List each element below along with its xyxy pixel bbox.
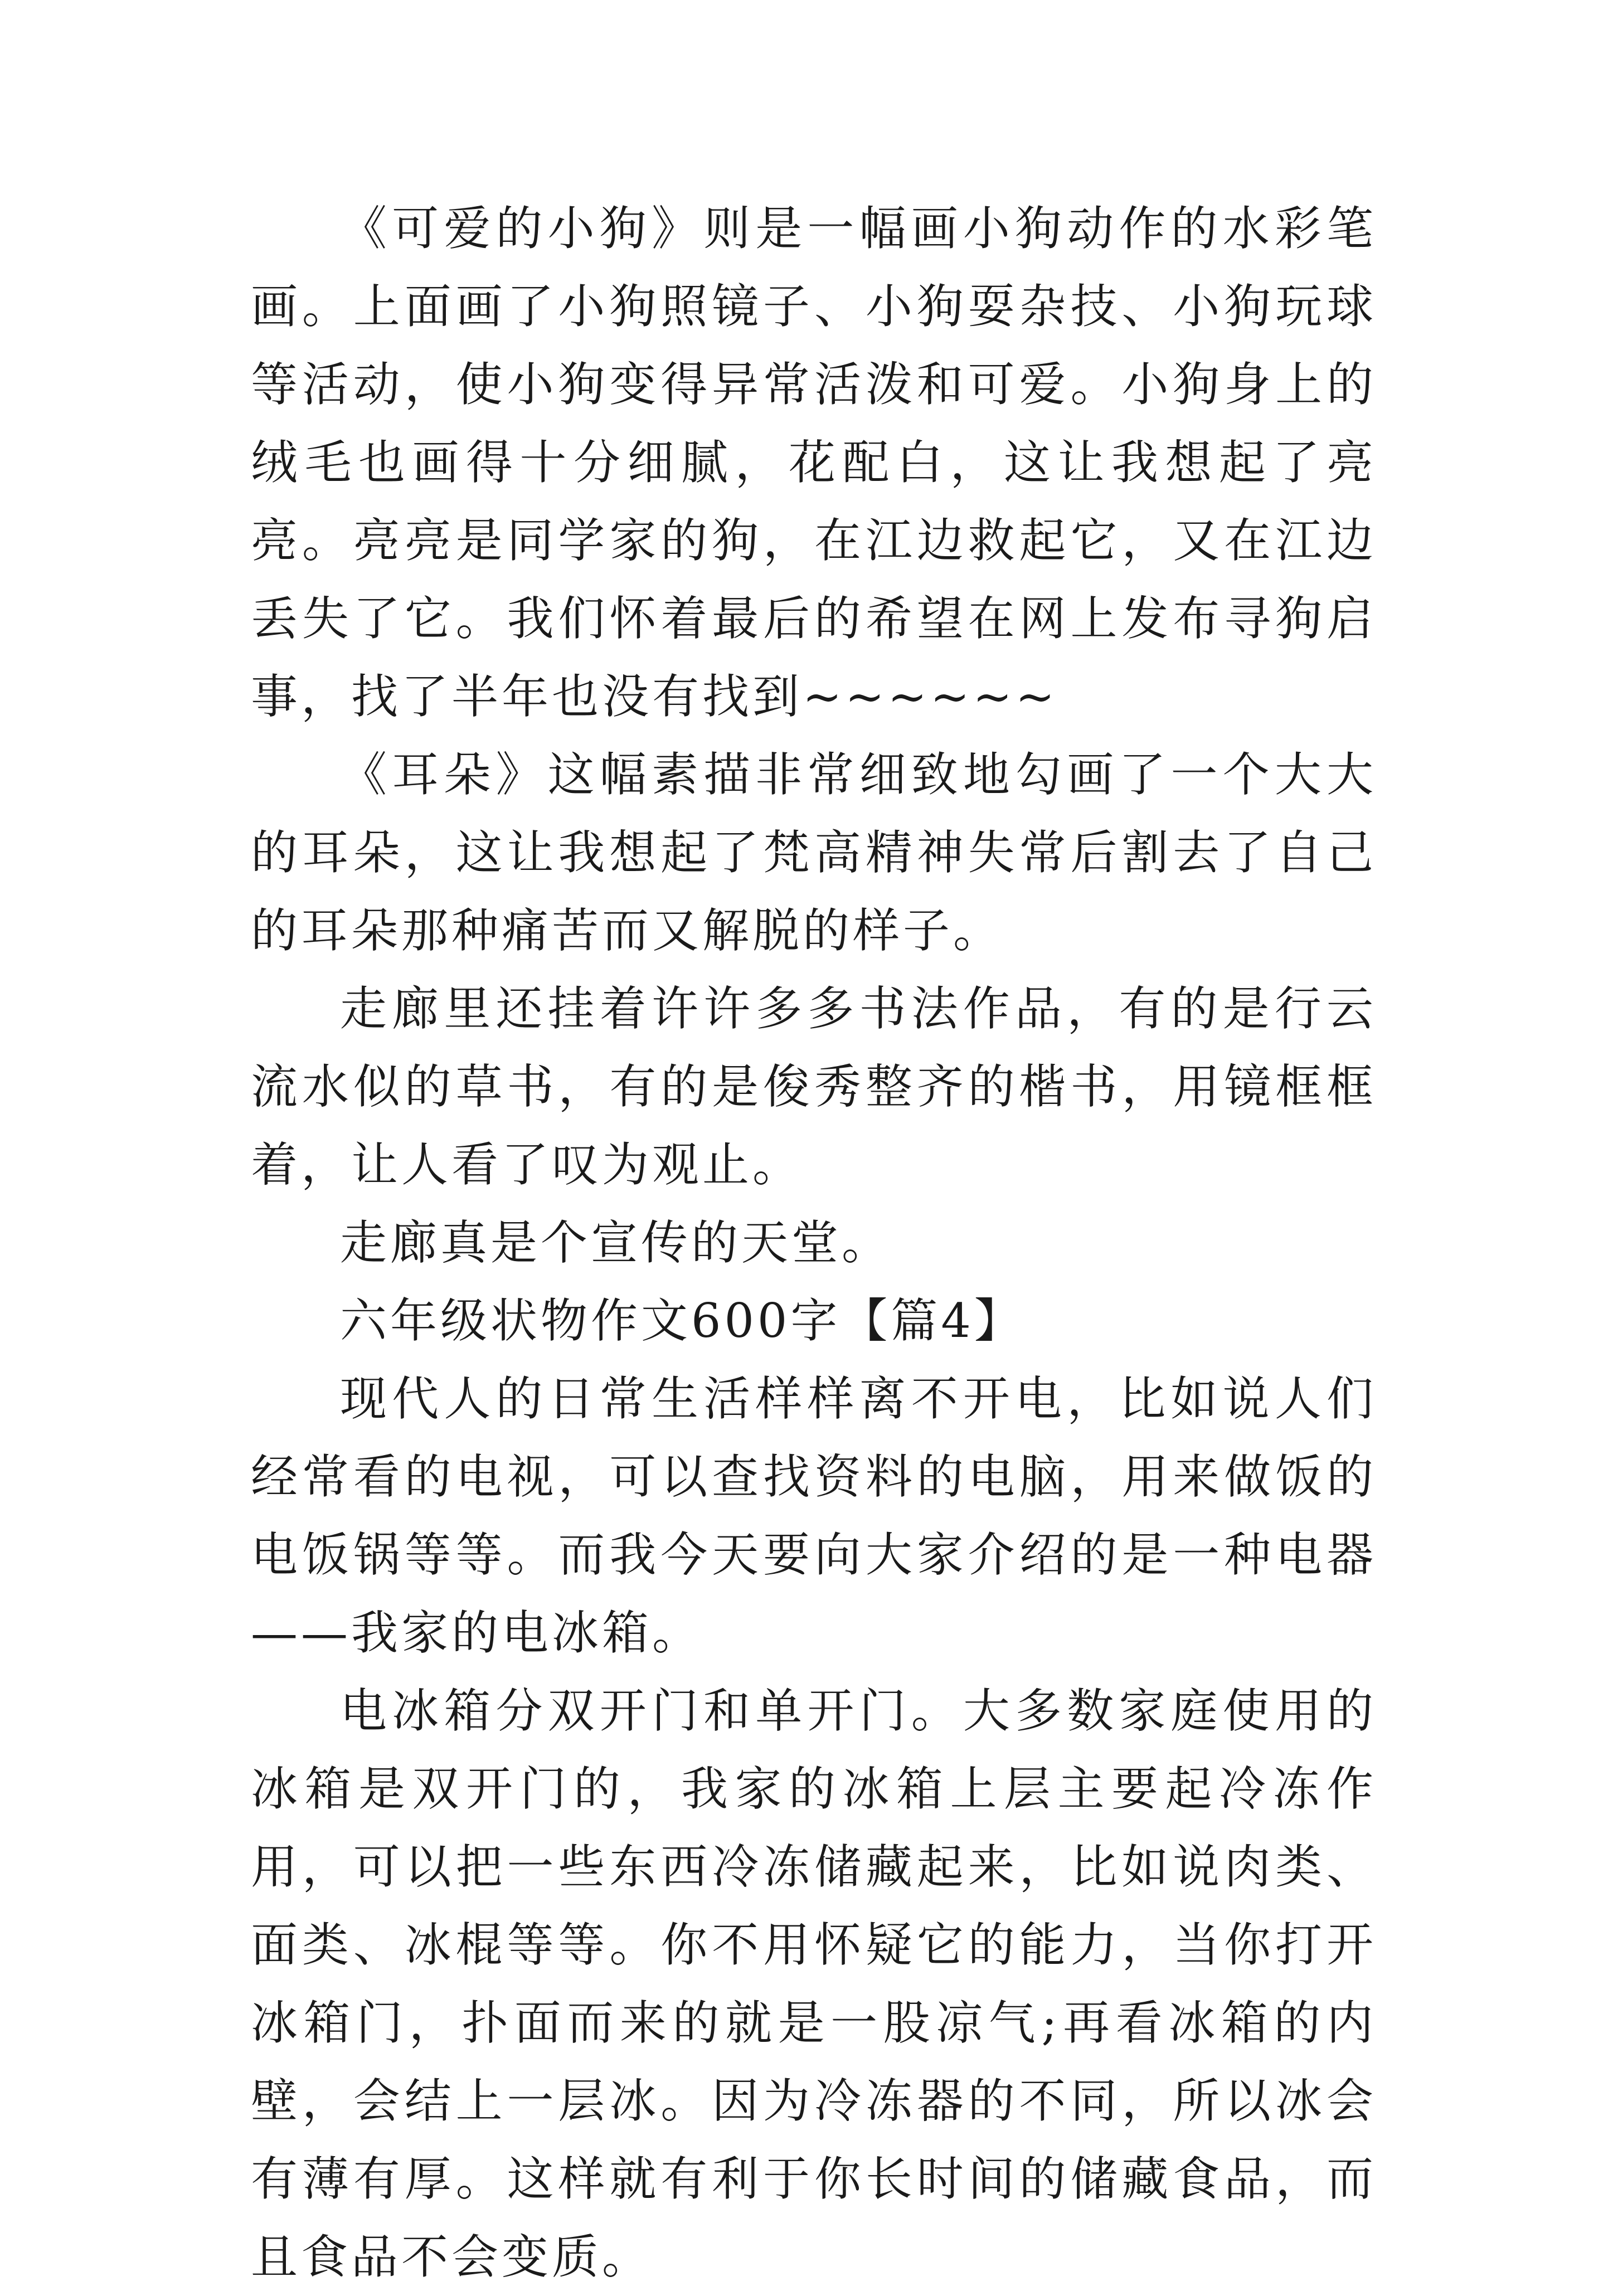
paragraph-cute-puppy-painting: 《可爱的小狗》则是一幅画小狗动作的水彩笔画。上面画了小狗照镜子、小狗耍杂技、小狗玩球等活动，使小狗变得异常活泼和可爱。小狗身上的绒毛也画得十分细腻，花配白，这让我想起了亮亮。亮亮是同学家的狗，在江边救起它，又在江边丢失了它。我们怀着最后的希望在网上发布寻狗启事，找了半年也没有找到~~~~~~	[251, 201, 1377, 724]
paragraph-electricity-intro: 现代人的日常生活样样离不开电，比如说人们经常看的电视，可以查找资料的电脑，用来做饭的电饭锅等等。而我今天要向大家介绍的是一种电器——我家的电冰箱。	[251, 1371, 1377, 1660]
document-body	[251, 189, 1377, 2296]
section-heading: 六年级状物作文600字【篇4】	[340, 1293, 1024, 1348]
paragraph-refrigerator: 电冰箱分双开门和单开门。大多数家庭使用的冰箱是双开门的，我家的冰箱上层主要起冷冻作用，可以把一些东西冷冻储藏起来，比如说肉类、面类、冰棍等等。你不用怀疑它的能力，当你打开冰箱门，扑面而来的就是一股凉气;再看冰箱的内壁，会结上一层冰。因为冷冻器的不同，所以冰会有薄有厚。这样就有利于你长时间的储藏食品，而且食品不会变质。	[251, 1684, 1377, 2284]
paragraph-corridor-heaven: 走廊真是个宣传的天堂。	[340, 1215, 892, 1270]
paragraph-ear-sketch: 《耳朵》这幅素描非常细致地勾画了一个大大的耳朵，这让我想起了梵高精神失常后割去了自己的耳朵那种痛苦而又解脱的样子。	[251, 747, 1377, 958]
paragraph-calligraphy: 走廊里还挂着许许多多书法作品，有的是行云流水似的草书，有的是俊秀整齐的楷书，用镜框框着，让人看了叹为观止。	[251, 981, 1377, 1192]
